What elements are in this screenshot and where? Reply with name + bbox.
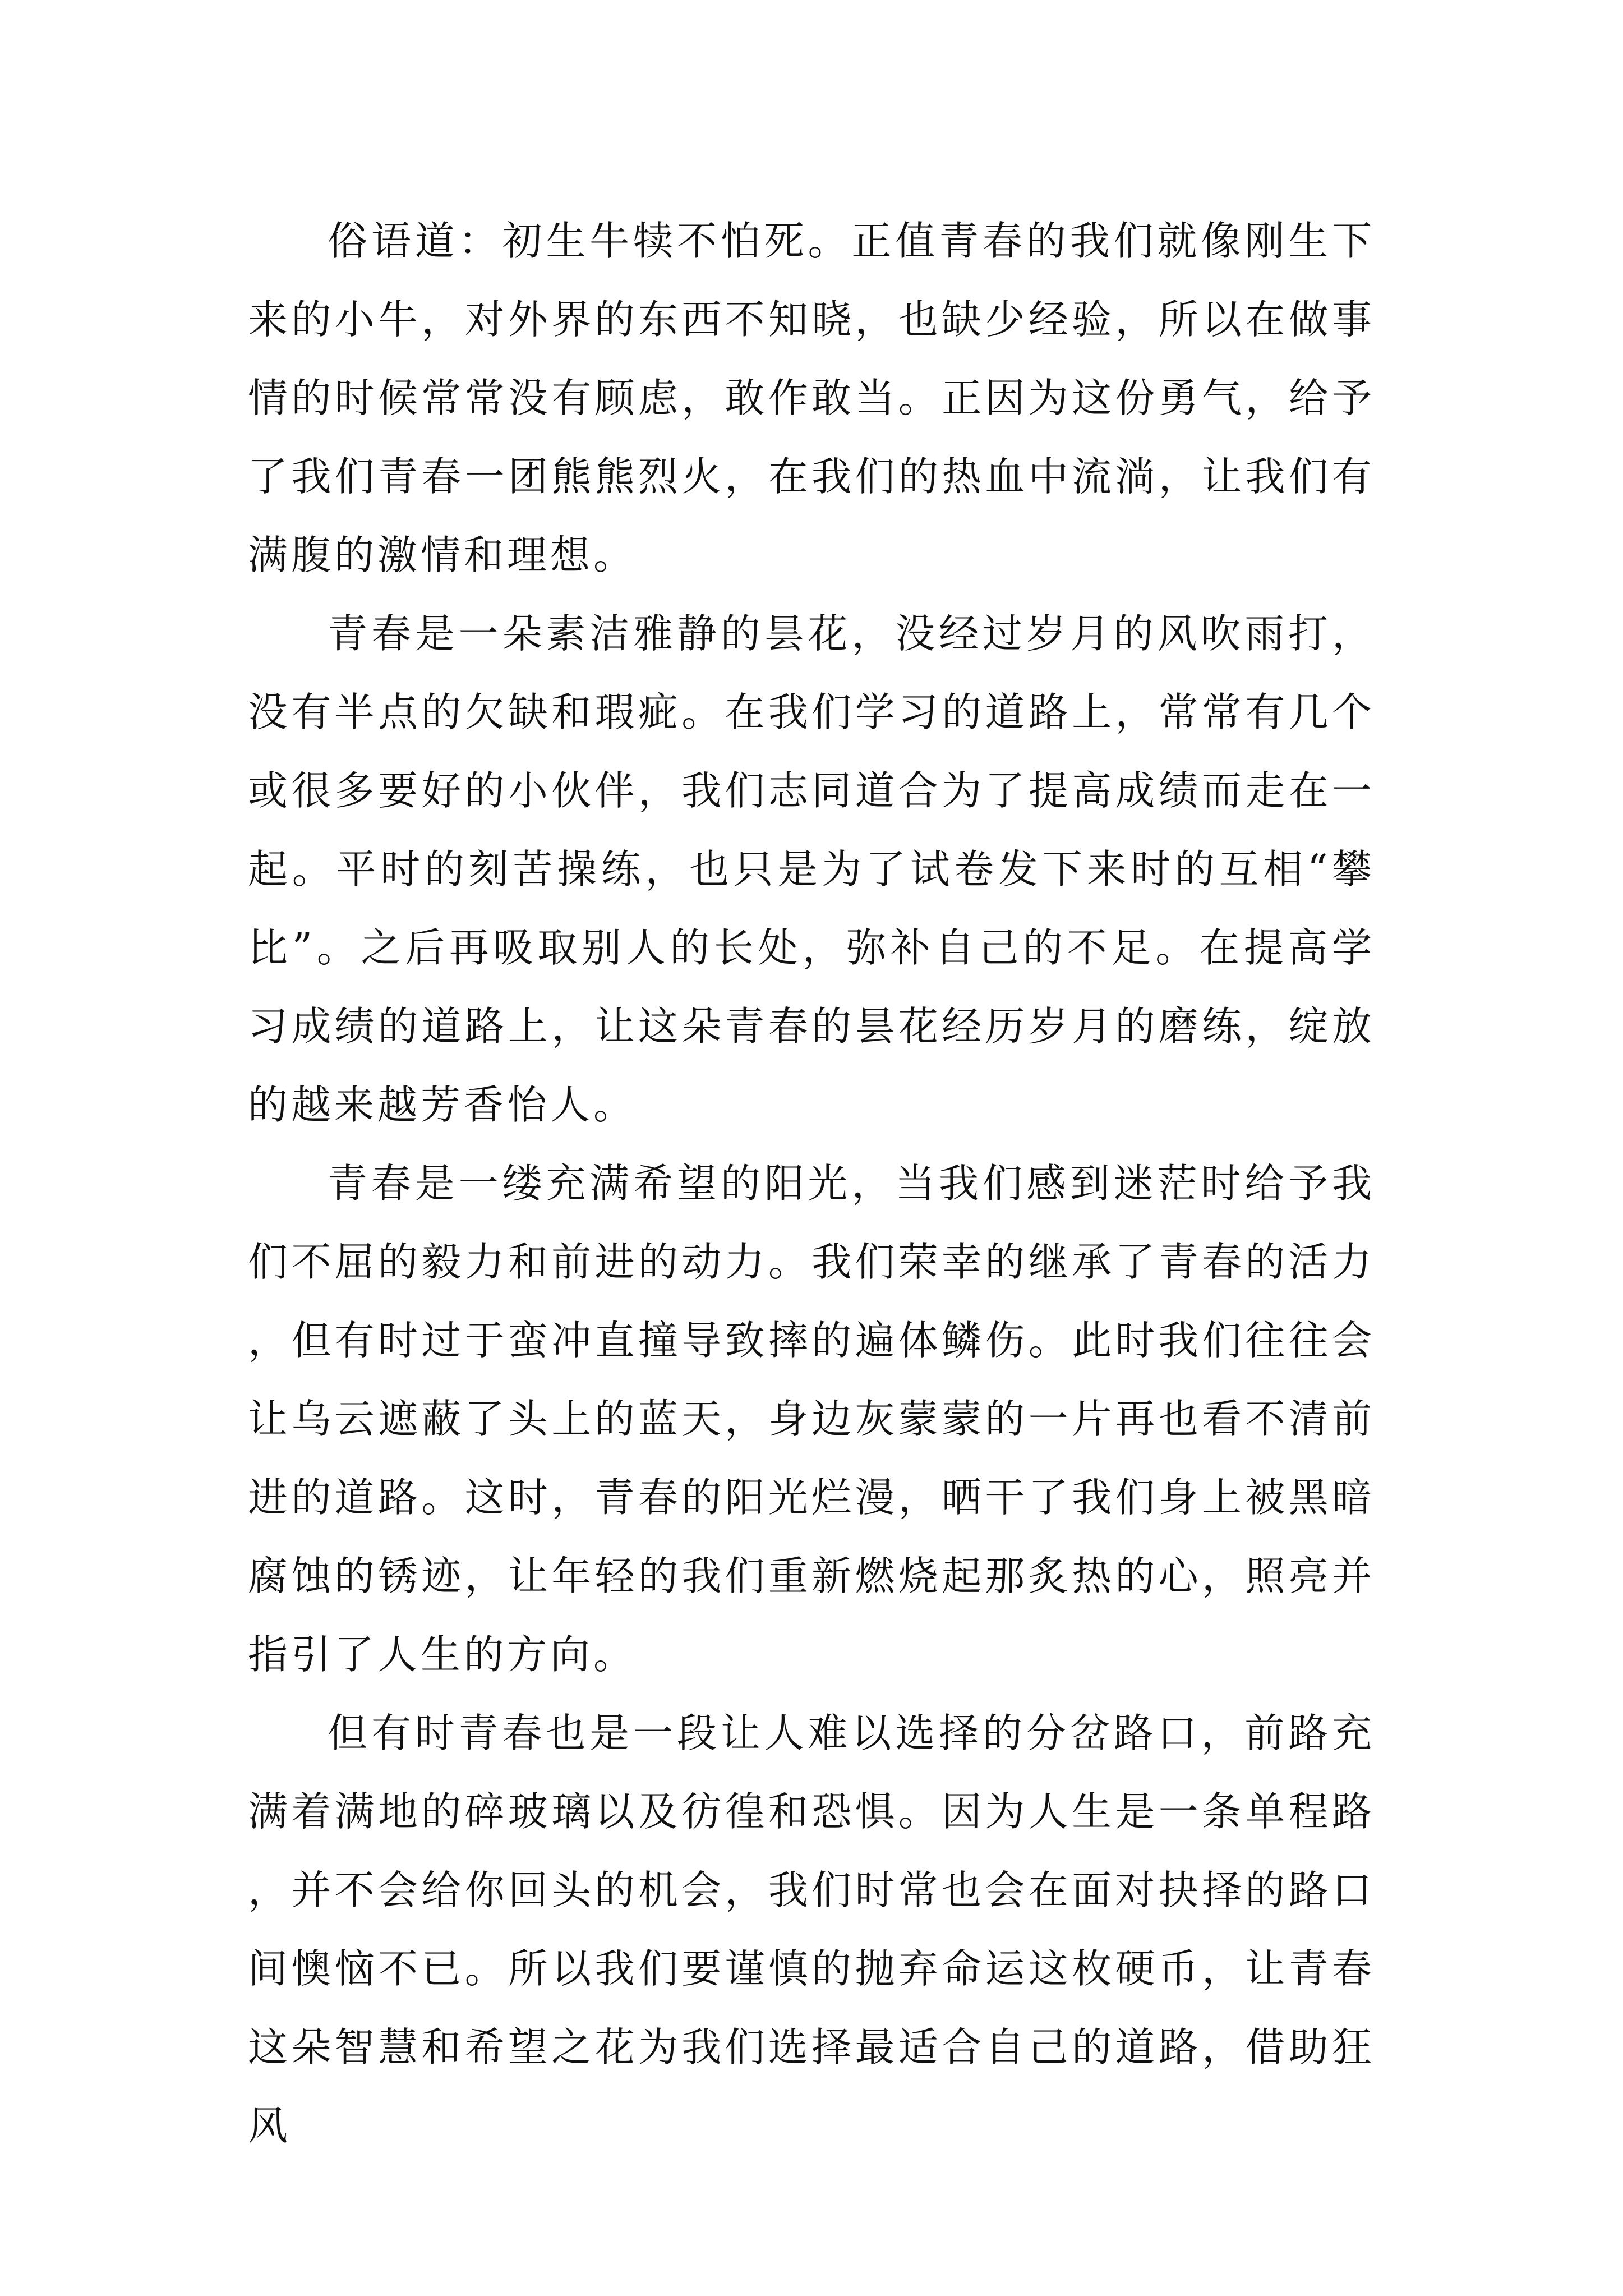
paragraph-1: 俗语道：初生牛犊不怕死。正值青春的我们就像刚生下来的小牛，对外界的东西不知晓，也缺少经验，所以在做事情的时候常常没有顾虑，敢作敢当。正因为这份勇气，给予了我们青春一团熊熊烈火，在我们的热血中流淌，让我们有满腹的激情和理想。 <box>248 218 1375 578</box>
document-body <box>248 202 1375 2165</box>
paragraph-4: 但有时青春也是一段让人难以选择的分岔路口，前路充满着满地的碎玻璃以及彷徨和恐惧。因为人生是一条单程路，并不会给你回头的机会，我们时常也会在面对抉择的路口间懊恼不已。所以我们要谨慎的抛弃命运这枚硬币，让青春这朵智慧和希望之花为我们选择最适合自己的道路，借助狂风 <box>248 1710 1375 2149</box>
paragraph-2: 青春是一朵素洁雅静的昙花，没经过岁月的风吹雨打，没有半点的欠缺和瑕疵。在我们学习的道路上，常常有几个或很多要好的小伙伴，我们志同道合为了提高成绩而走在一起。平时的刻苦操练，也只是为了试卷发下来时的互相“攀比”。之后再吸取别人的长处，弥补自己的不足。在提高学习成绩的道路上，让这朵青春的昙花经历岁月的磨练，绽放的越来越芳香怡人。 <box>248 610 1375 1128</box>
paragraph-3: 青春是一缕充满希望的阳光，当我们感到迷茫时给予我们不屈的毅力和前进的动力。我们荣幸的继承了青春的活力，但有时过于蛮冲直撞导致摔的遍体鳞伤。此时我们往往会让乌云遮蔽了头上的蓝天，身边灰蒙蒙的一片再也看不清前进的道路。这时，青春的阳光烂漫，晒干了我们身上被黑暗腐蚀的锈迹，让年轻的我们重新燃烧起那炙热的心，照亮并指引了人生的方向。 <box>248 1160 1375 1678</box>
